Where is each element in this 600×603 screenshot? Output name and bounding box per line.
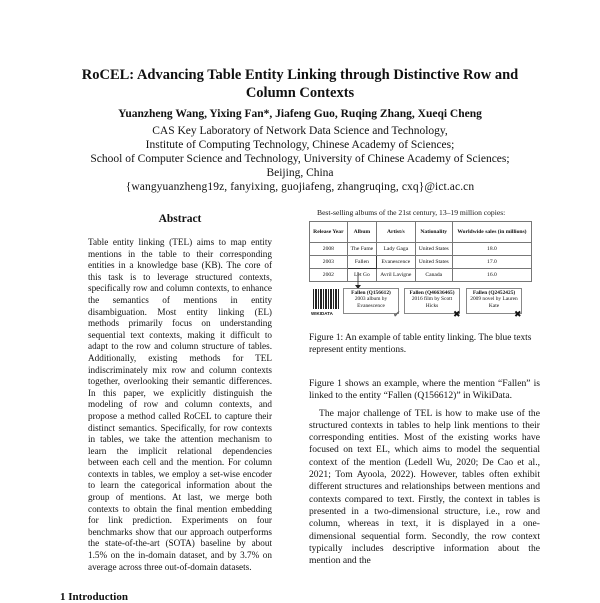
table-cell: Let Go: [347, 269, 376, 282]
candidate-desc: 2016 film by Scott Hicks: [411, 296, 453, 309]
candidate-entity: [404, 288, 460, 314]
table-cell: Lady Gaga: [377, 243, 416, 256]
table-header: Release Year: [310, 222, 348, 243]
candidate-title: Fallen (Q46636465): [409, 290, 455, 296]
cross-icon: ✖: [514, 310, 522, 320]
mention-cell: Fallen: [347, 256, 376, 269]
wikidata-logo-icon: [313, 289, 339, 309]
affiliation-line: Institute of Computing Technology, Chinese Academy of Sciences;: [145, 139, 455, 151]
table-cell: Avril Lavigne: [377, 269, 416, 282]
candidate-entity: [343, 288, 399, 314]
affiliation-line: Beijing, China: [266, 167, 334, 179]
paper-title: RoCEL: Advancing Table Entity Linking through Distinctive Row and Column Contexts: [81, 67, 519, 101]
table-header: Album: [347, 222, 376, 243]
wikidata-label: WIKIDATA: [311, 311, 333, 316]
table-cell: United States: [415, 256, 452, 269]
table-cell: 2003: [310, 256, 348, 269]
figure-caption: Figure 1: An example of table entity linking. The blue texts represent entity mentions.: [309, 333, 532, 355]
table-header: Nationality: [415, 222, 452, 243]
table-cell: Evanescence: [377, 256, 416, 269]
table-header: Artist/s: [377, 222, 416, 243]
abstract-heading: Abstract: [158, 213, 202, 225]
figure-table-caption: Best-selling albums of the 21st century, 13–19 million copies:: [317, 208, 506, 217]
table-cell: 17.0: [452, 256, 531, 269]
candidate-title: Fallen (Q2452425): [472, 290, 516, 296]
affiliations: [40, 124, 560, 194]
author-email[interactable]: {wangyuanzheng19z, fanyixing, guojiafeng, zhangruqing, cxq}@ict.ac.cn: [125, 181, 475, 193]
table-cell: 2002: [310, 269, 348, 282]
table-row: [310, 256, 532, 269]
affiliation-line: School of Computer Science and Technology, University of Chinese Academy of Sciences;: [90, 153, 510, 165]
table-cell: 18.0: [452, 243, 531, 256]
candidate-title: Fallen (Q156612): [351, 290, 391, 296]
abstract-text: Table entity linking (TEL) aims to map entity mentions in the table to their corresponding entities in a knowledge base (KB). The core of this task is to leverage structured contexts, specifically row and column contexts, to enhance the semantics of mentions in entity disambiguation. Most entity linking (EL) methods primarily focus on understanding sequential text contexts, making it difficult to adapt to the row and column structure of tables. Additionally, existing methods for TEL indiscriminately mix row and column contexts together, overlooking their semantic differences. In this paper, we explicitly distinguish the modeling of row and column contexts, and propose a method called RoCEL to capture their distinct semantics. Specifically, for row contexts in tables, we take the attention mechanism to learn the implicit relational dependencies between each cell and the mention. For column contexts in tables, we employ a set-wise encoder to learn the categorical information about the group of mentions. At last, we merge both contexts to obtain the final mention embedding for link prediction. Experiments on four benchmarks show that our approach outperforms the state-of-the-art (SOTA) baseline by about 1.5% on the in-domain dataset, and by 3.7% on average across three out-of-domain datasets.: [88, 237, 272, 572]
table-cell: United States: [415, 243, 452, 256]
author-list: Yuanzheng Wang, Yixing Fan*, Jiafeng Guo, Ruqing Zhang, Xueqi Cheng: [118, 108, 482, 120]
candidate-desc: 2003 album by Evanescence: [354, 296, 388, 309]
body-text: [309, 378, 540, 567]
candidate-desc: 2009 novel by Lauren Kate: [470, 296, 518, 309]
check-icon: ✔: [393, 310, 401, 320]
table-header-row: [310, 222, 532, 243]
table-cell: 16.0: [452, 269, 531, 282]
affiliation-line: CAS Key Laboratory of Network Data Science and Technology,: [152, 125, 448, 137]
section-heading-introduction: 1 Introduction: [60, 591, 128, 603]
paragraph: Figure 1 shows an example, where the mention “Fallen” is linked to the entity “Fallen (Q156612)” in WikiData.: [309, 378, 540, 402]
table-cell: Canada: [415, 269, 452, 282]
table-cell: 2008: [310, 243, 348, 256]
paragraph: The major challenge of TEL is how to make use of the structured contexts in tables to help link mentions to their corresponding entities. Most of the existing works have focused on text EL, which aims to model the sequential context of the mention (Ledell Wu, 2020; De Cao et al., 2021; Tom Ayoola, 2022). However, tables often exhibit different structures and relationships between mentions and contexts compared to text. Firstly, the context in tables is presented in a two-dimensional structure, i.e., row and column, whereas in text, it is displayed in a one-dimensional sequential form. Secondly, the row context typically includes descriptive information about the mention and the: [309, 407, 540, 567]
table-header: Worldwide sales (in millions): [452, 222, 531, 243]
table-cell: The Fame: [347, 243, 376, 256]
cross-icon: ✖: [453, 310, 461, 320]
table-row: [310, 243, 532, 256]
